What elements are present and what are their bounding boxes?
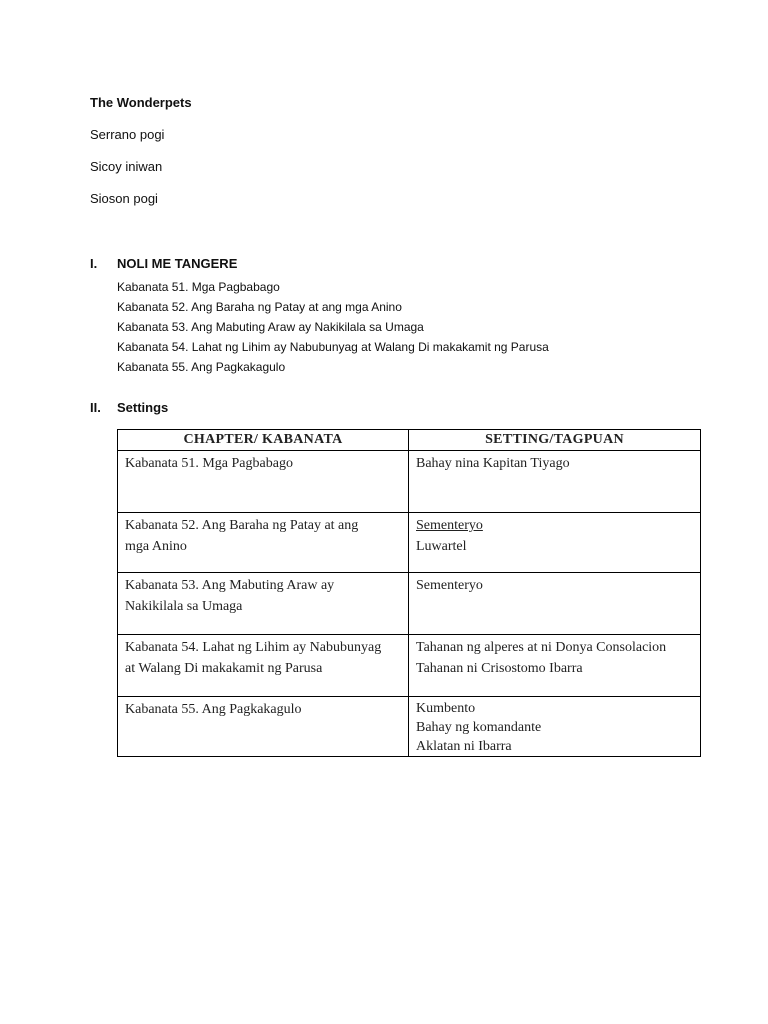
- chapter-text: Kabanata 54. Lahat ng Lihim ay Nabubunyag: [125, 640, 382, 655]
- section-heading-settings: [90, 400, 168, 416]
- column-header-setting: SETTING/TAGPUAN: [409, 430, 701, 451]
- setting-text: Luwartel: [416, 539, 467, 554]
- chapter-cell: [118, 451, 409, 513]
- setting-text: Tahanan ni Crisostomo Ibarra: [416, 661, 583, 676]
- chapter-cell: [118, 697, 409, 757]
- chapter-text: Kabanata 55. Ang Pagkakagulo: [125, 702, 302, 717]
- settings-table: [117, 429, 701, 757]
- list-item: Kabanata 55. Ang Pagkakagulo: [117, 360, 286, 374]
- chapter-list: [117, 277, 549, 377]
- table-row: [118, 697, 701, 757]
- list-item: Kabanata 54. Lahat ng Lihim ay Nabubunyag at Walang Di makakamit ng Parusa: [117, 340, 549, 354]
- table-header-row: [118, 430, 701, 451]
- table-row: [118, 451, 701, 513]
- section-number: I.: [90, 256, 98, 271]
- member-name: Sicoy iniwan: [90, 159, 163, 174]
- chapter-text: at Walang Di makakamit ng Parusa: [125, 661, 323, 676]
- setting-cell: [409, 635, 701, 697]
- setting-text: Bahay nina Kapitan Tiyago: [416, 456, 570, 471]
- chapter-text: Nakikilala sa Umaga: [125, 599, 243, 614]
- section-title: Settings: [117, 400, 169, 415]
- member-name: Serrano pogi: [90, 127, 165, 142]
- setting-text: Kumbento: [416, 701, 476, 716]
- chapter-cell: [118, 635, 409, 697]
- chapter-text: mga Anino: [125, 539, 187, 554]
- table-row: [118, 635, 701, 697]
- section-title: NOLI ME TANGERE: [117, 256, 238, 271]
- setting-cell: [409, 513, 701, 573]
- table-row: [118, 513, 701, 573]
- column-header-chapter: CHAPTER/ KABANATA: [118, 430, 409, 451]
- chapter-text: Kabanata 52. Ang Baraha ng Patay at ang: [125, 518, 359, 533]
- setting-cell: [409, 697, 701, 757]
- table-row: [118, 573, 701, 635]
- chapter-text: Kabanata 51. Mga Pagbabago: [125, 456, 293, 471]
- setting-text: Sementeryo: [416, 578, 483, 593]
- chapter-cell: [118, 513, 409, 573]
- setting-text: Bahay ng komandante: [416, 720, 542, 735]
- list-item: Kabanata 51. Mga Pagbabago: [117, 280, 280, 294]
- setting-text: Tahanan ng alperes at ni Donya Consolacion: [416, 640, 667, 655]
- setting-text: Aklatan ni Ibarra: [416, 739, 512, 754]
- section-number: II.: [90, 400, 101, 415]
- setting-cell: [409, 451, 701, 513]
- chapter-text: Kabanata 53. Ang Mabuting Araw ay: [125, 578, 335, 593]
- setting-cell: [409, 573, 701, 635]
- list-item: Kabanata 53. Ang Mabuting Araw ay Nakikilala sa Umaga: [117, 320, 424, 334]
- section-heading-noli: [90, 256, 237, 272]
- chapter-cell: [118, 573, 409, 635]
- document-title: The Wonderpets: [90, 95, 192, 110]
- setting-text: Sementeryo: [416, 518, 483, 533]
- list-item: Kabanata 52. Ang Baraha ng Patay at ang mga Anino: [117, 300, 402, 314]
- member-name: Sioson pogi: [90, 191, 158, 206]
